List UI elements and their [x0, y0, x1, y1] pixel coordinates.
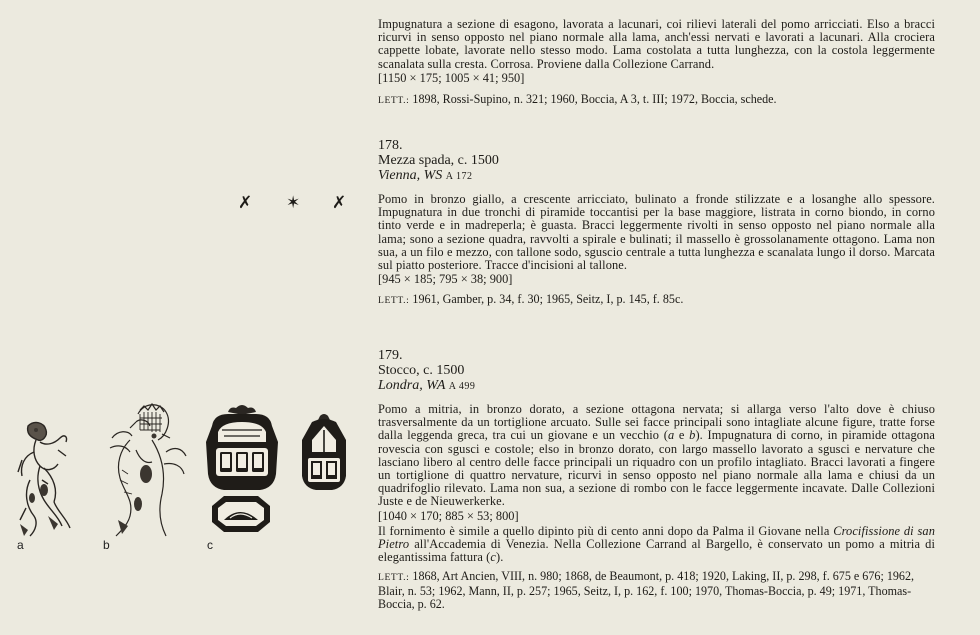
- star-mark-icon: ✶: [286, 193, 301, 212]
- entry-179-dimensions: [1040 × 170; 885 × 53; 800]: [378, 508, 519, 523]
- illustration-a-carved-figure: [14, 420, 76, 538]
- bladesmith-mark-icon: ✗: [332, 193, 347, 212]
- entry-178: [378, 138, 935, 308]
- note-text: Il fornimento è simile a quello dipinto più di cento anni dopo da Palma il Giovane nella: [378, 523, 834, 538]
- description-text: ). Impugnatura di corno, in piramide ottagona rovescia con sgusci e costole; elso in bronzo dorato, con largo massello lavorato a sgusci e nervature che lasciano libero al centro delle facce principali un riquadro con un profilo intagliato. Bracci lavorati a fingere un tortiglione di quattro nervature, ricurvi in senso opposto nel piano normale alla lama e chiusi da un quadrifoglio rilevato. Lama non sua, a sezione di rombo con le facce leggermente incavate. Dalle Collezioni Juste e de Nieuwerkerke.: [378, 428, 936, 509]
- entry-179-location: [378, 378, 935, 394]
- figure-label-c: c: [207, 538, 213, 552]
- entry-177-dimensions: [1150 × 175; 1005 × 41; 950]: [378, 70, 525, 85]
- entry-178-description: Pomo in bronzo giallo, a crescente arricciato, bulinato a fronde stilizzate e a losanghe allo spessore. Impugnatura in due tronchi di piramide toccantisi per la base maggiore, listrata in corno biondo, in corno tinto verde e in madreperla; è guasta. Bracci leggermente rivolti in senso opposto nel piano normale alla lama; sono a sezione quadra, ravvolti a spirale e bulinati; il massello è grossolanamente ottagono. Lama non sua, a un filo e mezzo, con tallone sodo, sguscio centrale a tutta lunghezza e scanalata lungo il dorso. Marcata sul piatto posteriore. Tracce d'incisioni al tallone.: [378, 192, 935, 273]
- bibliography-label: LETT.:: [378, 572, 410, 584]
- entry-179-bibliography: [378, 570, 935, 611]
- entry-179: [378, 348, 935, 611]
- entry-177-description: Impugnatura a sezione di esagono, lavorata a lacunari, coi rilievi laterali del pomo arricciati. Elso a bracci ricurvi in senso opposto nel piano normale alla lama, anch'essi nervati e lavorati a lacunari. Alla crociera cappette lobate, lavorate nello stesso modo. Lama costolata a tutta lunghezza, con la costola leggermente scanalata sulla cresta. Corrosa. Proviene dalla Collezione Carrand.: [378, 17, 935, 71]
- painting-title: Crocifissione di san Pietro: [378, 523, 936, 552]
- entry-178-title: Mezza spada, c. 1500: [378, 153, 499, 168]
- figure-ref-c: c: [490, 550, 497, 565]
- inventory-number: A 499: [448, 381, 476, 392]
- illustration-c-pommel-section: [210, 494, 272, 534]
- inventory-number: A 172: [445, 171, 473, 182]
- note-text: all'Accademia di Venezia. Nella Collezione Carrand al Bargello, è conservato un pomo a mitria di elegantissima fattura (: [378, 537, 935, 565]
- illustration-c-pommel-side: [296, 412, 352, 494]
- entry-177: [378, 18, 935, 107]
- entry-178-dimensions: [945 × 185; 795 × 38; 900]: [378, 272, 513, 287]
- figure-label-b: b: [103, 538, 110, 552]
- entry-179-title: Stocco, c. 1500: [378, 363, 465, 378]
- location-city: Vienna, WS: [378, 168, 443, 183]
- entry-179-description: [378, 403, 935, 509]
- figure-ref-b: b: [689, 428, 696, 443]
- bladesmith-mark-icon: ✗: [238, 193, 253, 212]
- figure-ref-a: a: [667, 428, 675, 443]
- bibliography-label: LETT.:: [378, 95, 410, 107]
- entry-178-bibliography: [378, 293, 935, 307]
- entry-179-note: [378, 525, 935, 565]
- figure-label-a: a: [17, 538, 24, 552]
- description-text: e: [674, 428, 690, 443]
- note-text: ).: [496, 550, 504, 565]
- entry-178-number: 178.: [378, 138, 403, 153]
- illustration-b-carved-figure: [100, 400, 190, 540]
- bibliography-text: 1868, Art Ancien, VIII, n. 980; 1868, de Beaumont, p. 418; 1920, Laking, II, p. 298, f. 675 e 676; 1962, Blair, n. 53; 1962, Mann, II, p. 257; 1965, Seitz, I, p. 162, f. 100; 1970, Thomas-Boccia, p. 49; 1971, Thomas-Boccia, p. 62.: [378, 569, 915, 611]
- bibliography-text: 1898, Rossi-Supino, n. 321; 1960, Boccia, A 3, t. III; 1972, Boccia, schede.: [409, 92, 777, 107]
- entry-178-location: [378, 168, 935, 184]
- entry-178-marks: [236, 193, 354, 215]
- bibliography-text: 1961, Gamber, p. 34, f. 30; 1965, Seitz, I, p. 145, f. 85c.: [409, 292, 684, 307]
- description-text: Pomo a mitria, in bronzo dorato, a sezione ottagona nervata; si allarga verso l'alto dove è chiuso trasversalmente da un tortiglione arcuato. Sulle sei facce principali sono intagliate alcune figure, tratte forse dalla leggenda greca, tra cui un giovane e un vecchio (: [378, 402, 935, 443]
- bibliography-label: LETT.:: [378, 295, 410, 307]
- location-city: Londra, WA: [378, 378, 446, 393]
- illustration-c-pommel-front: [202, 402, 282, 494]
- entry-179-number: 179.: [378, 348, 403, 363]
- entry-177-bibliography: [378, 93, 935, 107]
